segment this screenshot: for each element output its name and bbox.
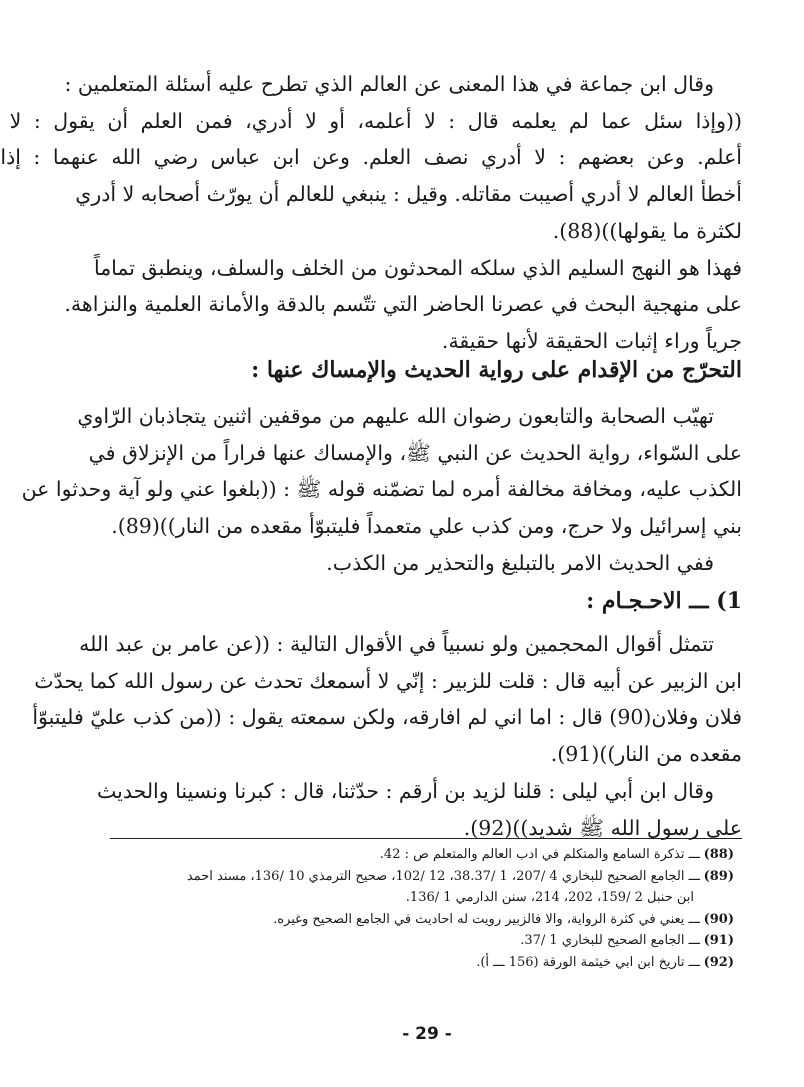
footnote-text: ـــ يعني في كثرة الرواية، والا فالزبير رويت له احاديث في الجامع الصحيح وغيره.	[273, 911, 700, 927]
paragraph-line: وقال ابن جماعة في هذا المعنى عن العالم الذي تطرح عليه أسئلة المتعلمين :	[64, 72, 714, 96]
paragraph-line: تتمثل أقوال المحجمين ولو نسبياً في الأقوال التالية : ((عن عامر بن عبد الله	[79, 632, 714, 656]
paragraph-line: على السّواء، رواية الحديث عن النبي ﷺ، والإمساك عنها فراراً من الإنزلاق في	[88, 440, 742, 465]
footnote-number: (92)	[703, 954, 734, 970]
footnote-number: (88)	[703, 847, 734, 862]
footnote	[114, 952, 734, 974]
footnote-text: ـــ تاريخ ابن ابي خيثمة الورقة (156 ـــ أ).	[476, 954, 700, 970]
footnote	[114, 930, 734, 952]
footnote-number: (91)	[703, 933, 734, 948]
section-heading: التحرّج من الإقدام على رواية الحديث والإمساك عنها :	[251, 357, 742, 383]
footnote-text: ـــ تذكرة السامع والمتكلم في ادب العالم والمتعلم ص : 42.	[379, 847, 700, 862]
paragraph-line: تهيّب الصحابة والتابعون رضوان الله عليهم من موقفين اثنين يتجاذبان الرّاوي	[77, 404, 714, 428]
paragraph-line: مقعده من النار))(91).	[550, 742, 742, 767]
footnote-text: ـــ الجامع الصحيح للبخاري 4 /207، 1 /38.37، 12 /102، صحيح الترمذي 10 /136، مسند احمد	[186, 868, 700, 884]
footnote-number: (90)	[703, 911, 734, 927]
quote-line: ((وإذا سئل عما لم يعلمه قال : لا أعلمه، أو لا أدري، فمن العلم أن يقول : لا	[9, 108, 742, 133]
quote-line: لكثرة ما يقولها))(88).	[552, 218, 742, 243]
paragraph-line: جرياً وراء إثبات الحقيقة لأنها حقيقة.	[441, 328, 742, 353]
quote-line: أخطأ العالم لا أدري أصيبت مقاتله. وقيل : ينبغي للعالم أن يورّث أصحابه لا أدري	[75, 182, 742, 207]
body-text	[21, 398, 742, 582]
paragraph-line: فلان وفلان(90) قال : اما اني لم افارقه، ولكن سمعته يقول : ((من كذب عليّ فليتبوّأ	[32, 705, 742, 730]
body-text	[32, 626, 742, 846]
paragraph-line: الكذب عليه، ومخافة مخالفة أمره لما تضمّنه قوله ﷺ : ((بلغوا عني ولو آية وحدثوا عن	[21, 477, 742, 502]
footnote-number: (89)	[703, 868, 734, 884]
footnote	[114, 866, 734, 888]
footnote	[114, 909, 734, 931]
subsection-heading-block	[110, 588, 742, 614]
paragraph-line: فهذا هو النهج السليم الذي سلكه المحدثون من الخلف والسلف، وينطبق تماماً	[93, 255, 742, 280]
footnote-divider	[110, 838, 742, 839]
page-number: - 29 -	[402, 1024, 452, 1044]
subsection-heading: 1) ـــ الاحـجـام :	[586, 588, 742, 614]
section-heading-block	[110, 357, 742, 383]
footnote-continuation: ابن حنبل 2 /159، 202، 214، سنن الدارمي 1 /136.	[405, 890, 694, 905]
paragraph-line: وقال ابن أبي ليلى : قلنا لزيد بن أرقم : حدّثنا، قال : كبرنا ونسينا والحديث	[96, 778, 714, 803]
paragraph-line: بني إسرائيل ولا حرج، ومن كذب علي متعمداً فليتبوّأ مقعده من النار))(89).	[111, 514, 742, 539]
paragraph-line: ابن الزبير عن أبيه قال : قلت للزبير : إنّي لا أسمعك تحدث عن رسول الله كما يحدّث	[34, 668, 742, 693]
footnote	[114, 844, 734, 866]
footnote-text: ـــ الجامع الصحيح للبخاري 1 /37.	[520, 933, 700, 948]
paragraph-line: على رسول الله ﷺ شديد))(92).	[463, 815, 742, 840]
footnotes	[114, 844, 734, 973]
paragraph-line: على منهجية البحث في عصرنا الحاضر التي تتّسم بالدقة والأمانة العلمية والنزاهة.	[64, 292, 742, 317]
paragraph-line: ففي الحديث الامر بالتبليغ والتحذير من الكذب.	[326, 550, 714, 575]
body-text	[0, 66, 742, 360]
quote-line: أعلم. وعن بعضهم : لا أدري نصف العلم. وعن ابن عباس رضي الله عنهما : إذا	[0, 145, 742, 170]
